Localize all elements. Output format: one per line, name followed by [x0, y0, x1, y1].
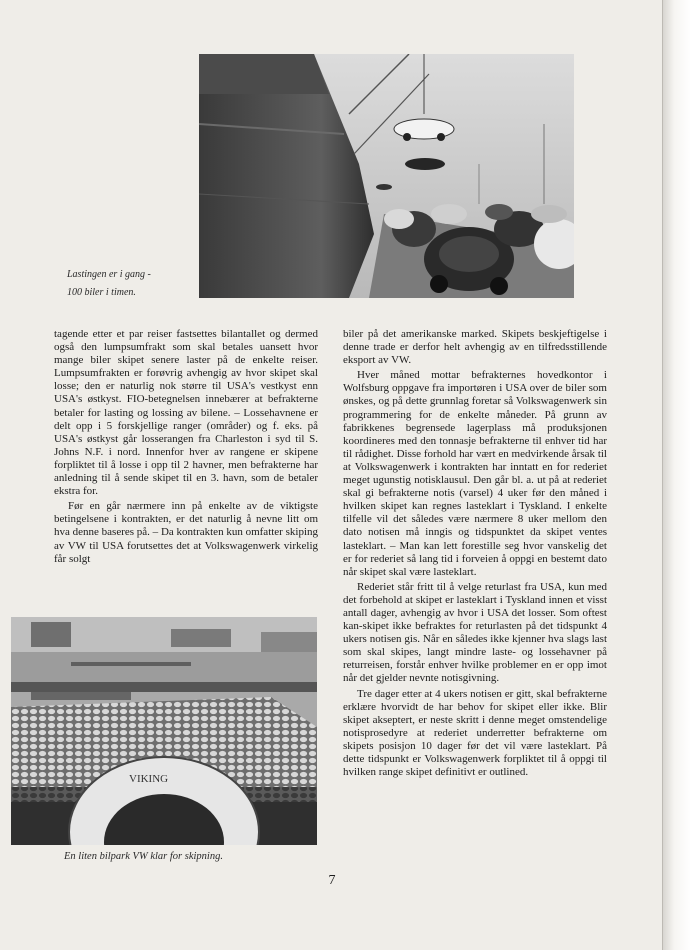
paragraph: tagende etter et par reiser fastsettes bilantallet og dermed også den lumpsumfrakt som skal betales uansett hvor mange biler skipet senere laster på de enkelte reiser. Lumpsumfrakten er forøvrig avhengig av hvor skipet skal losse; den er naturlig nok større til USA's vestkyst enn USA's østkyst. FIO-betegnelsen innebærer at befrakterne betaler for lasting og lossing av bilene. – Lossehavnene er delt opp i 5 forskjellige ranger (områder) og f. eks. på USA's østkyst går losserangen fra Charleston i syd til S. Johns N.F. i nord. Innenfor hver av rangene er skipene forpliktet til å losse i opp til 2 havner, men befrakterne har anledning til å sende skipet til en 3. havn, som de betaler ekstra for.	[54, 328, 318, 498]
caption-line: Lastingen er i gang -	[67, 269, 151, 280]
top-photo-caption	[67, 266, 197, 302]
caption-line: 100 biler i timen.	[67, 287, 136, 298]
bottom-photo-caption: En liten bilpark VW klar for skipning.	[64, 851, 223, 862]
paragraph: Før en går nærmere inn på enkelte av de viktigste betingelsene i kontrakten, er det naturlig å nevne litt om hva denne baseres på. – Da kontrakten kun omfatter skiping av VW til USA forutsettes det at Volkswagenwerk virkelig får solgt	[54, 500, 318, 565]
paragraph: biler på det amerikanske marked. Skipets beskjeftigelse i denne trade er derfor helt avhengig av en tilfredsstillende eksport av VW.	[343, 328, 607, 367]
car-park-illustration	[11, 617, 317, 845]
paragraph: Rederiet står fritt til å velge returlast fra USA, kun med det forbehold at skipet er lasteklart i Tyskland innen et visst antall dager, avhengig av hvor i USA det losser. Som oftest kan-skipet ikke befraktes for returlasten på det tidspunkt 4 ukers notisen gis. Når en således ikke kjenner hva slags last som skal skipes, langt mindre laste- og lossehavner på returreisen, forstår enhver hvilke problemer en er opp imot når det gjelder nevnte notisgivning.	[343, 580, 607, 685]
page-number: 7	[328, 873, 336, 888]
lifebuoy-text: VIKING	[129, 773, 169, 785]
ship-loading-illustration	[199, 54, 574, 298]
photo-ship-loading-cars	[199, 54, 574, 298]
right-column	[343, 328, 607, 781]
paragraph: Tre dager etter at 4 ukers notisen er gitt, skal befrakterne erklære hvorvidt de har behov for skipet eller ikke. Blir skipet akseptert, er neste skritt i denne meget omstendelige notisprosedyre at rederiet underretter befrakterne om skipets posisjon 10 dager før det vil være lasteklart. På dette tidspunkt er Volkswagenwerk forpliktet til å oppgi til hvilken range skipet definitivt er outlined.	[343, 687, 607, 779]
photo-car-park	[11, 617, 317, 845]
page-edge	[662, 0, 691, 950]
paragraph: Hver måned mottar befrakternes hovedkontor i Wolfsburg oppgave fra importøren i USA over de biler som ønskes, og på dette grunnlag foretar så Volkswagenwerk sin programmering for de enkelte måneder. På grunn av fabrikkenes begrensede lagerplass må produksjonen koordineres med den tonnasje befrakterne til enhver tid har til rådighet. Disse forhold har vært en medvirkende årsak til at Volkswagenwerk i kontrakten har inntatt en for rederiet meget ugunstig notisklausul. Den går bl. a. ut på at rederiet skal gi befrakterne notis (varsel) 4 uker før den måned i hvilken skipet kan regnes lasteklart i Tyskland. I enkelte tilfelle vil det således være nærmere 8 uker mellom den dato notisen må inngis og tidspunktet da skipet ventes lasteklart. – Man kan lett forestille seg hvor vanskelig det er for rederiet så lang tid i forveien å oppgi en bestemt dato når skipet skal være lasteklart.	[343, 369, 607, 578]
left-column	[54, 328, 318, 568]
